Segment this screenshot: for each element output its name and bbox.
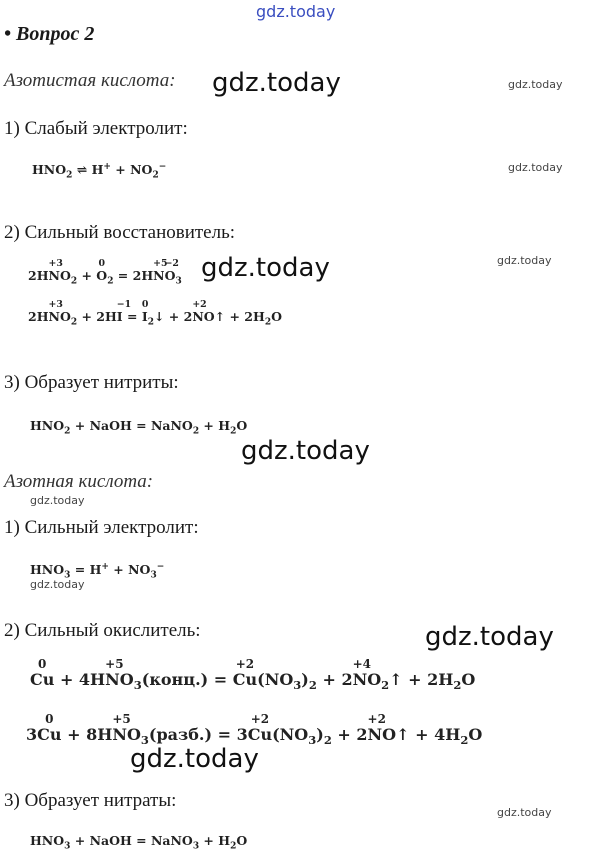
equation-hno2-hi: 2H +3 $NO_2 + 2H$ −1 I = 0 $I_2↓ + 2$ +2 NO↑ + $2H_2O$ [28,299,282,328]
label-concentrated: (конц.) [141,670,209,689]
watermark: gdz.today [130,744,259,774]
property-forms-nitrates: 3) Образует нитраты: [4,790,177,811]
watermark-small: gdz.today [30,578,85,591]
question-title: • Вопрос 2 [4,23,95,45]
label-dilute: (разб.) [148,725,213,744]
watermark-small: gdz.today [497,806,552,819]
property-strong-oxidizer: 2) Сильный окислитель: [4,620,201,641]
section-title-nitrous: Азотистая кислота: [4,70,176,91]
equation-cu-dil-hno3: 3 0 Cu + 8H +5 $NO_3(разб.) = 3$ +2 $Cu(NO_3)_2 + 2$ +2 NO↑ + $4H_2O$ [26,712,483,748]
equation-cu-conc-hno3: 0 Cu + 4H +5 $NO_3(конц.)$ = +2 $Cu(NO_3)_2 + 2$ +4 $NO_2↑ + 2H_2O$ [30,657,476,693]
property-strong-reducer: 2) Сильный восстановитель: [4,222,236,243]
equation-hno3-dissociation: $HNO_3 = H^+ + NO_3^-$ [30,561,165,581]
equation-hno3-naoh: $HNO_3$ + NaOH = NaNO$_3$ + $H_2O$ [30,833,248,852]
property-forms-nitrites: 3) Образует нитриты: [4,372,179,393]
equation-hno2-dissociation: $HNO_2$ ⇌ $H^+ + NO_2^-$ [32,161,167,181]
property-strong-electrolyte: 1) Сильный электролит: [4,517,199,538]
watermark: gdz.today [212,68,341,98]
watermark-small: gdz.today [497,254,552,267]
watermark-top: gdz.today [256,2,336,21]
watermark-small: gdz.today [508,78,563,91]
property-weak-electrolyte: 1) Слабый электролит: [4,118,188,139]
section-title-nitric: Азотная кислота: [4,471,154,492]
watermark: gdz.today [425,622,554,652]
watermark-small: gdz.today [508,161,563,174]
equation-hno2-oxidation: 2H +3 $NO_2$ + 0 $O_2 = 2H$ +5 N −2 $O_3$ [28,258,182,287]
watermark: gdz.today [241,436,370,466]
watermark: gdz.today [201,253,330,283]
watermark-small: gdz.today [30,494,85,507]
equation-hno2-naoh: $HNO_2$ + NaOH = NaNO$_2$ + $H_2O$ [30,418,248,437]
